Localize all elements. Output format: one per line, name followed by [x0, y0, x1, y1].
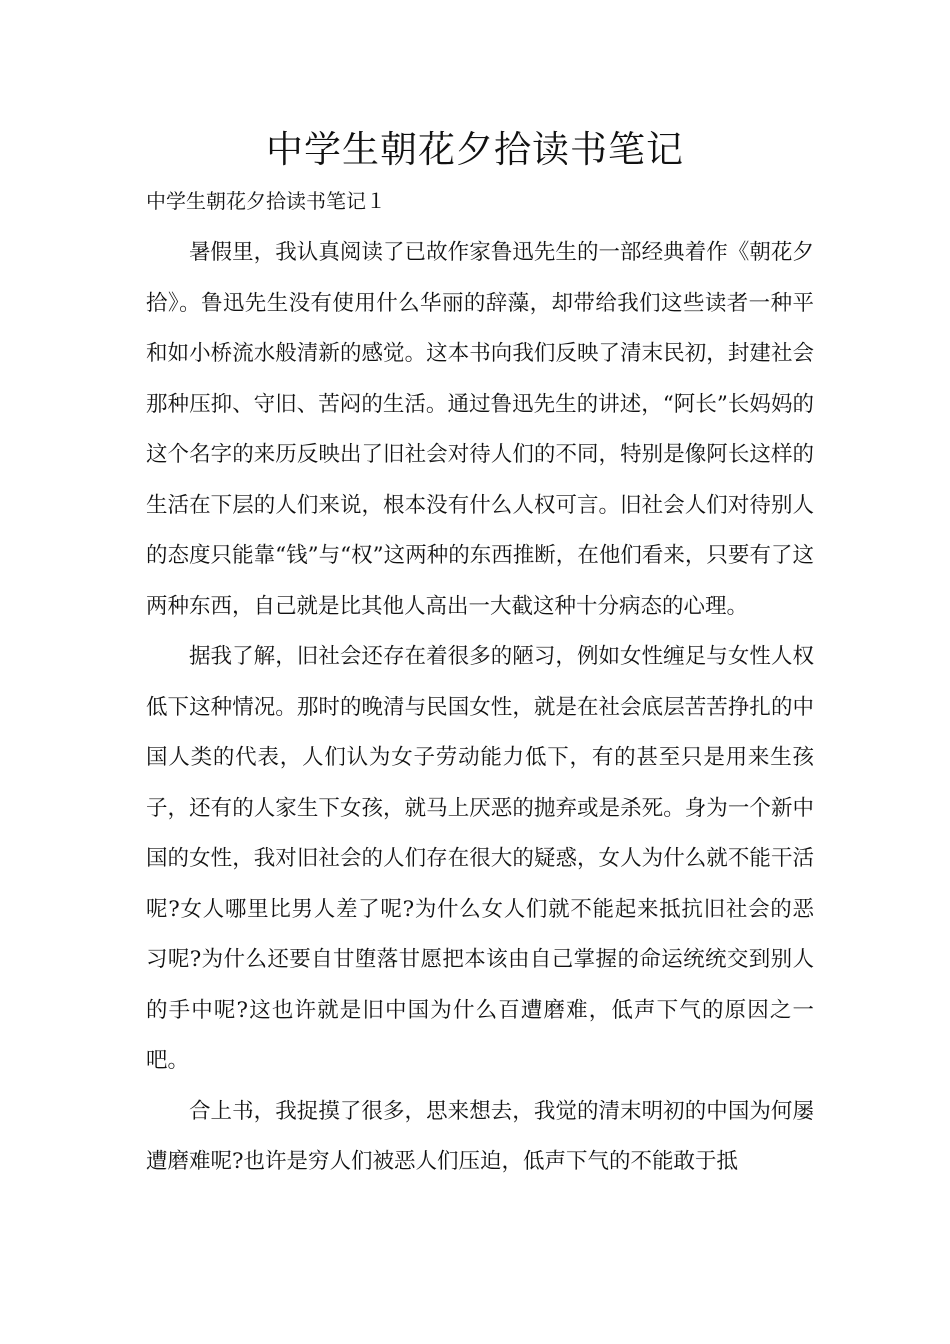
paragraph: 据我了解，旧社会还存在着很多的陋习，例如女性缠足与女性人权低下这种情况。那时的晚清与民国女性，就是在社会底层苦苦挣扎的中国人类的代表，人们认为女子劳动能力低下，有的甚至只是用来生孩子，还有的人家生下女孩，就马上厌恶的抛弃或是杀死。身为一个新中国的女性，我对旧社会的人们存在很大的疑惑，女人为什么就不能干活呢?女人哪里比男人差了呢?为什么女人们就不能起来抵抗旧社会的恶习呢?为什么还要自甘堕落甘愿把本该由自己掌握的命运统统交到别人的手中呢?这也许就是旧中国为什么百遭磨难，低声下气的原因之一吧。 — [146, 644, 814, 1073]
paragraph: 合上书，我捉摸了很多，思来想去，我觉的清末明初的中国为何屡遭磨难呢?也许是穷人们被恶人们压迫，低声下气的不能敢于抵 — [146, 1098, 814, 1174]
paragraph: 暑假里，我认真阅读了已故作家鲁迅先生的一部经典着作《朝花夕拾》。鲁迅先生没有使用什么华丽的辞藻，却带给我们这些读者一种平和如小桥流水般清新的感觉。这本书向我们反映了清末民初，封建社会那种压抑、守旧、苦闷的生活。通过鲁迅先生的讲述，“阿长”长妈妈的这个名字的来历反映出了旧社会对待人们的不同，特别是像阿长这样的生活在下层的人们来说，根本没有什么人权可言。旧社会人们对待别人的态度只能靠“钱”与“权”这两种的东西推断，在他们看来，只要有了这两种东西，自己就是比其他人高出一大截这种十分病态的心理。 — [146, 240, 814, 619]
document-body — [146, 228, 814, 1188]
document-subtitle: 中学生朝花夕拾读书笔记１ — [146, 189, 386, 213]
document-title: 中学生朝花夕拾读书笔记 — [266, 128, 684, 171]
